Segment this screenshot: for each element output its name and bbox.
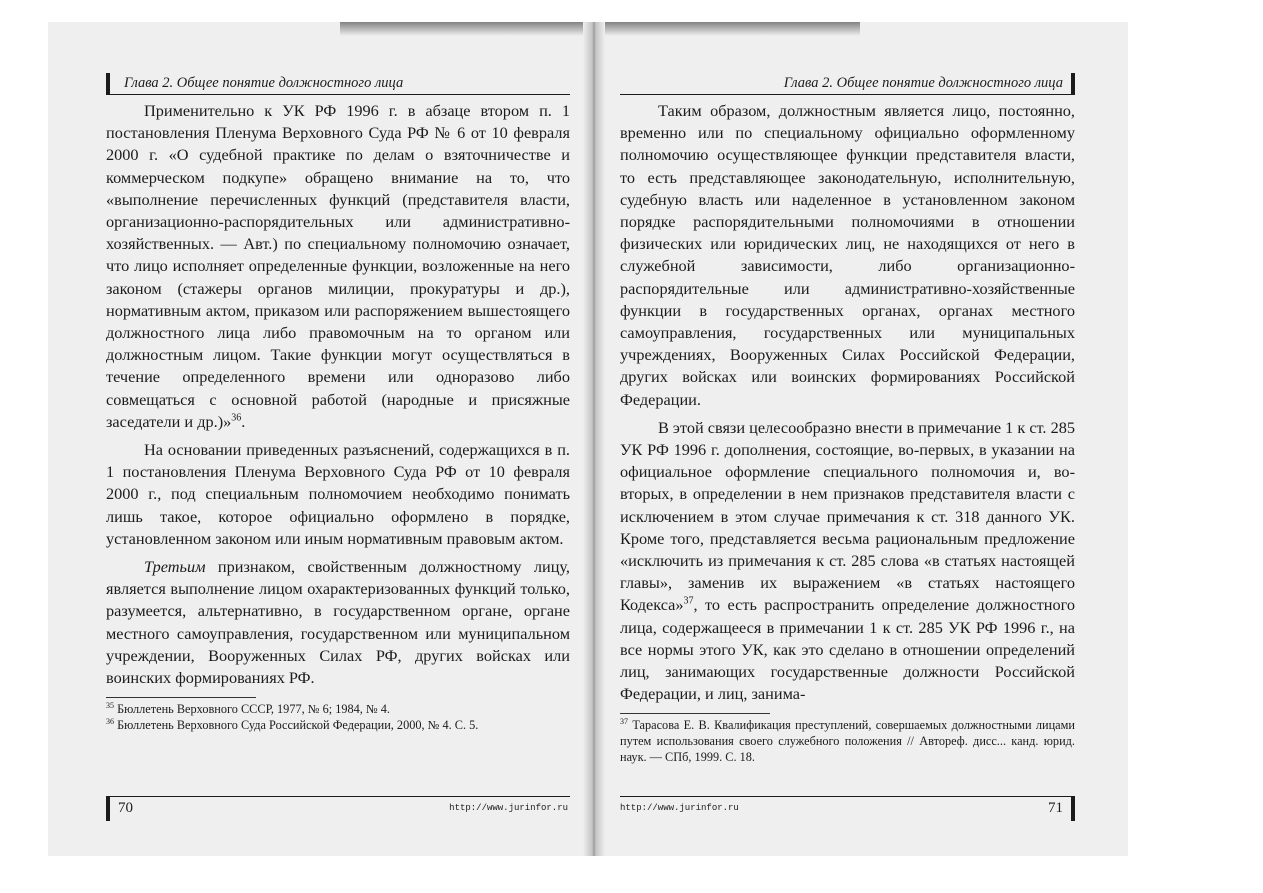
paragraph-text: , то есть распространить определение должностного лица, содержащееся в примечании 1 к ст. 285 УК РФ 1996 г., на все нормы этого УК, как это сделано в отношении определений лиц, занимающих государственные должности Российской Федерации, и лиц, занима- [620, 595, 1075, 704]
header-bar [106, 73, 110, 94]
footnote-ref: 37 [683, 596, 694, 608]
paragraph: На основании приведенных разъяснений, содержащихся в п. 1 постановления Пленума Верховного Суда РФ от 10 февраля 2000 г., под специальным полномочием необходимо понимать лишь такое, которое официально оформлено в порядке, установленном законом или иным нормативным правовым актом. [106, 440, 570, 548]
paragraph: Таким образом, должностным является лицо, постоянно, временно или по специальному официально оформленному полномочию осуществляющее функции представителя власти, то есть представляющее законодательную, исполнительную, судебную власть или наделенное в установленном законом порядке распорядительными полномочиями в отношении физических или юридических лиц, не находящихся от него в служебной зависимости, либо организационно-распорядительные или административно-хозяйственные функции в государственных органах, органах местного самоуправления, государственных или муниципальных учреждениях, Вооруженных Силах Российской Федерации, других войсках или воинских формированиях Российской Федерации. [620, 101, 1075, 409]
header-title: Глава 2. Общее понятие должностного лица [783, 75, 1063, 91]
footnote-ref: 36 [231, 412, 242, 424]
body-text [620, 100, 1075, 705]
page-footer [620, 796, 1075, 823]
right-page [620, 72, 1075, 816]
paragraph [106, 556, 570, 689]
left-page [106, 72, 570, 816]
footnote-rule [620, 713, 770, 714]
footer-bar [106, 797, 110, 821]
paragraph-text: В этой связи целесообразно внести в примечание 1 к ст. 285 УК РФ 1996 г. дополнения, состоящие, во-первых, в указании на официальное оформление специального полномочия и, во-вторых, в определении в нем признаков представителя власти с исключением в этом случае примечания к ст. 318 данного УК. Кроме того, представляется весьма рациональным предложение «исключить из примечания к ст. 285 слова «в статьях настоящей главы», заменив их выражением «в статьях настоящего Кодекса» [620, 417, 1075, 615]
footnote-number: 37 [620, 717, 628, 727]
paragraph-end: . [241, 411, 246, 431]
body-text [106, 100, 570, 689]
page-footer [106, 796, 570, 823]
paragraph [620, 417, 1075, 706]
footnote-text: Тарасова Е. В. Квалификация преступлений, совершаемых должностными лицами путем использования своего служебного положения // Автореф. дисс... канд. юрид. наук. — СПб, 1999. С. 18. [620, 718, 1075, 765]
header-title: Глава 2. Общее понятие должностного лица [124, 75, 404, 91]
page-number: 71 [1048, 800, 1063, 816]
footnote-number: 36 [106, 717, 114, 727]
running-header [106, 72, 570, 95]
publisher-url: http://www.jurinfor.ru [449, 803, 568, 813]
footnote-text: Бюллетень Верховного СССР, 1977, № 6; 1984, № 4. [114, 702, 390, 717]
page-number: 70 [118, 800, 133, 816]
footnote [106, 701, 570, 717]
book-spine [583, 22, 605, 856]
publisher-url: http://www.jurinfor.ru [620, 803, 739, 813]
footnote [620, 717, 1075, 765]
footnote-number: 35 [106, 701, 114, 711]
footnote-rule [106, 697, 256, 698]
running-header [620, 72, 1075, 95]
paragraph-text: признаком, свойственным должностному лицу, является выполнение лицом охарактеризованных функций только, разумеется, альтернативно, в государственном органе, органе местного самоуправления, государственном или муниципальном учреждении, Вооруженных Силах РФ, других войсках или воинских формированиях РФ. [106, 557, 570, 688]
header-bar [1071, 73, 1075, 94]
footnote [106, 717, 570, 733]
paragraph-text: Применительно к УК РФ 1996 г. в абзаце втором п. 1 постановления Пленума Верховного Суда РФ № 6 от 10 февраля 2000 г. «О судебной практике по делам о взяточничестве и коммерческом подкупе» обращено внимание на то, что «выполнение перечисленных функций (представителя власти, организационно-распорядительных или административно-хозяйственных. — Авт.) по специальному полномочию означает, что лицо исполняет определенные функции, возложенные на него законом (стажеры органов милиции, прокуратуры и др.), нормативным актом, приказом или распоряжением вышестоящего должностного лица либо правомочным на то органом или должностным лицом. Такие функции могут осуществляться в течение определенного времени или одноразово либо совмещаться с основной работой (народные и присяжные заседатели и др.)» [106, 101, 570, 431]
footnote-text: Бюллетень Верховного Суда Российской Федерации, 2000, № 4. С. 5. [114, 718, 479, 733]
paragraph [106, 100, 570, 433]
emphasis-word: Третьим [144, 557, 206, 577]
footer-bar [1071, 797, 1075, 821]
